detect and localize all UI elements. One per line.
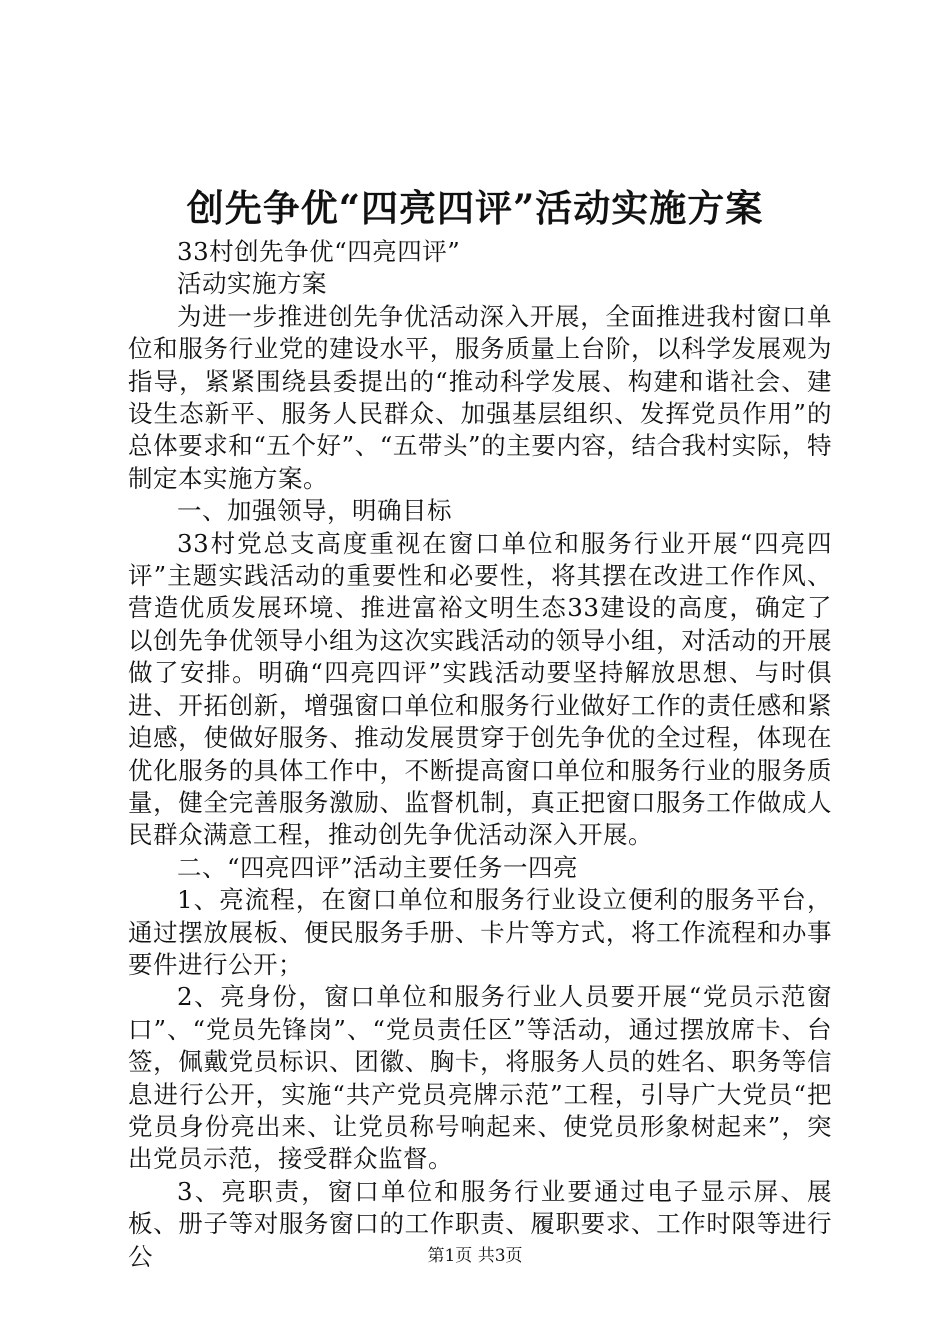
section-heading-1: 一、加强领导，明确目标 <box>177 496 452 526</box>
paragraph-subtitle-1: 33村创先争优“四亮四评” <box>177 237 461 266</box>
paragraph-item-1: 1、亮流程，在窗口单位和服务行业设立便利的服务平台，通过摆放展板、便民服务手册、卡片等方式，将工作流程和办事要件进行公开； <box>128 885 832 979</box>
document-body <box>128 236 832 1273</box>
paragraph-section-1: 33村党总支高度重视在窗口单位和服务行业开展“四亮四评”主题实践活动的重要性和必要性，将其摆在改进工作作风、营造优质发展环境、推进富裕文明生态33建设的高度，确定了以创先争优领导小组为这次实践活动的领导小组，对活动的开展做了安排。明确“四亮四评”实践活动要坚持解放思想、与时俱进、开拓创新，增强窗口单位和服务行业做好工作的责任感和紧迫感，使做好服务、推动发展贯穿于创先争优的全过程，体现在优化服务的具体工作中，不断提高窗口单位和服务行业的服务质量，健全完善服务激励、监督机制，真正把窗口服务工作做成人民群众满意工程，推动创先争优活动深入开展。 <box>128 528 832 850</box>
page-footer: 第1页 共3页 <box>427 1246 523 1266</box>
paragraph-subtitle-2: 活动实施方案 <box>177 269 327 299</box>
paragraph-item-3: 3、亮职责，窗口单位和服务行业要通过电子显示屏、展板、册子等对服务窗口的工作职责、履职要求、工作时限等进行公 <box>128 1176 832 1271</box>
paragraph-item-2: 2、亮身份，窗口单位和服务行业人员要开展“党员示范窗口”、“党员先锋岗”、“党员责任区”等活动，通过摆放席卡、台签，佩戴党员标识、团徽、胸卡，将服务人员的姓名、职务等信息进行公开，实施“共产党员亮牌示范”工程，引导广大党员“把党员身份亮出来、让党员称号响起来、使党员形象树起来”，突出党员示范，接受群众监督。 <box>128 982 832 1174</box>
page-title: 创先争优“四亮四评”活动实施方案 <box>186 186 764 230</box>
section-heading-2: 二、“四亮四评”活动主要任务一四亮 <box>177 852 579 882</box>
paragraph-intro: 为进一步推进创先争优活动深入开展，全面推进我村窗口单位和服务行业党的建设水平，服务质量上台阶，以科学发展观为指导，紧紧围绕县委提出的“推动科学发展、构建和谐社会、建设生态新平、服务人民群众、加强基层组织、发挥党员作用”的总体要求和“五个好”、“五带头”的主要内容，结合我村实际，特制定本实施方案。 <box>128 301 832 493</box>
